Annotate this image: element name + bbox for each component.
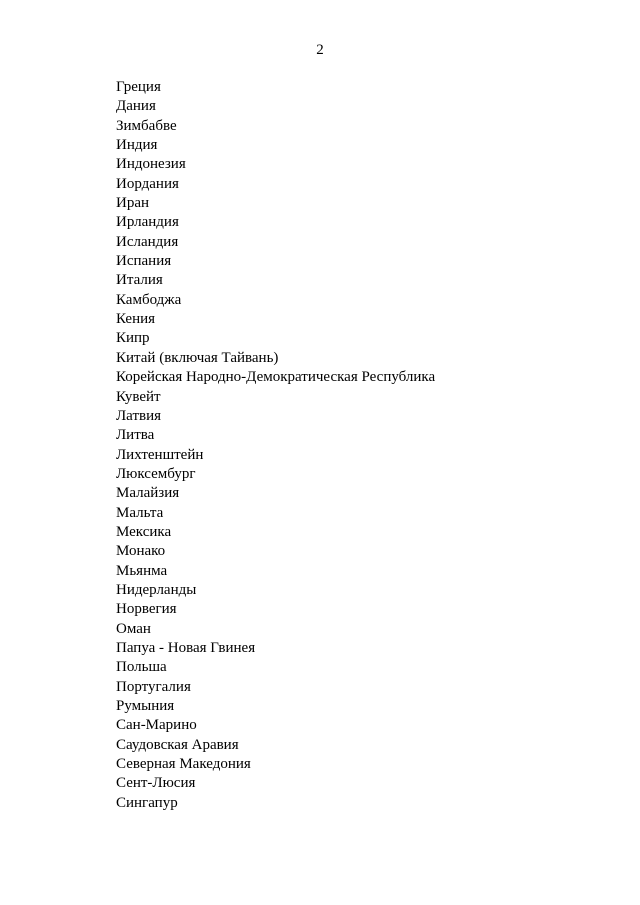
list-item: Оман: [116, 620, 151, 637]
list-item: Индия: [116, 137, 158, 154]
list-item: Люксембург: [116, 465, 196, 482]
country-list: [116, 78, 435, 813]
list-item: Румыния: [116, 698, 175, 714]
list-item: Кувейт: [116, 388, 161, 405]
page-number: 2: [316, 42, 324, 58]
list-item: Лихтенштейн: [116, 446, 204, 463]
list-item: Исландия: [116, 233, 179, 250]
list-item: Мьянма: [116, 562, 168, 579]
list-item: Китай (включая Тайвань): [116, 349, 279, 366]
list-item: Португалия: [116, 678, 191, 695]
list-item: Камбоджа: [116, 291, 182, 308]
list-item: Зимбабве: [116, 117, 177, 134]
list-item: Греция: [116, 79, 161, 95]
list-item: Малайзия: [116, 485, 180, 502]
list-item: Дания: [116, 98, 156, 115]
list-item: Италия: [116, 272, 163, 289]
list-item: Нидерланды: [116, 581, 197, 598]
list-item: Ирландия: [116, 214, 179, 231]
list-item: Индонезия: [116, 156, 186, 173]
list-item: Северная Македония: [116, 756, 251, 773]
list-item: Кения: [116, 311, 156, 328]
list-item: Иордания: [116, 175, 179, 192]
list-item: Иран: [116, 195, 150, 212]
list-item: Испания: [116, 253, 172, 270]
list-item: Сингапур: [116, 794, 178, 811]
list-item: Норвегия: [116, 601, 177, 618]
list-item: Папуа - Новая Гвинея: [116, 639, 256, 656]
list-item: Сан-Марино: [116, 717, 197, 734]
list-item: Корейская Народно-Демократическая Республика: [116, 369, 436, 386]
list-item: Польша: [116, 659, 167, 676]
list-item: Кипр: [116, 330, 150, 347]
list-item: Сент-Люсия: [116, 775, 196, 792]
list-item: Литва: [116, 427, 155, 444]
list-item: Мексика: [116, 523, 172, 540]
list-item: Саудовская Аравия: [116, 736, 239, 753]
list-item: Мальта: [116, 504, 164, 521]
list-item: Латвия: [116, 407, 162, 424]
list-item: Монако: [116, 543, 166, 560]
